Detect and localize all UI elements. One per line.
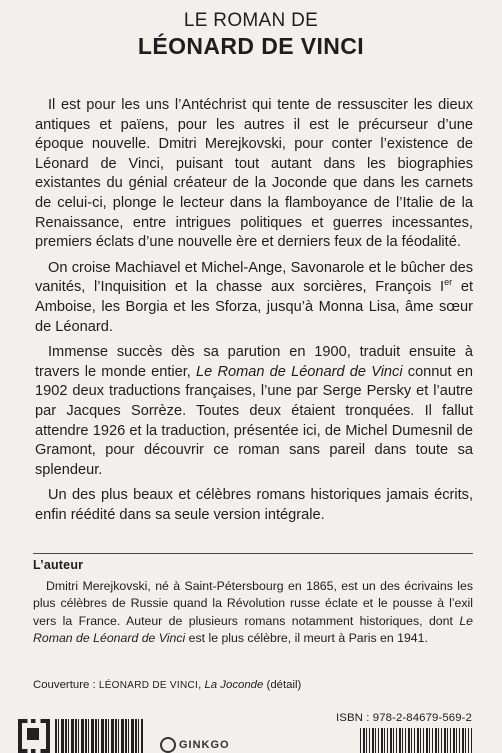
book-title: LÉONARD DE VINCI — [137, 33, 365, 59]
qr-code-dot — [27, 728, 39, 740]
author-bio-text-b: est le plus célèbre, il meurt à Paris en 1941. — [185, 631, 428, 646]
publisher-logo — [160, 737, 230, 753]
author-heading: L’auteur — [33, 558, 84, 572]
isbn-barcode-icon — [360, 728, 472, 753]
blurb-p3-text-b: connut en 1902 deux traductions françaises, l’une par Serge Persky et l’autre par Jacques Sorrèze. Toutes deux étaient tronquées. Il fallut attendre 1926 et la traduction, présentée ici, de Michel Dumesnil de Gramont, pour découvrir ce roman sans pareil dans toute sa splendeur. — [35, 363, 473, 478]
cover-credit — [33, 679, 473, 691]
blurb-p3-text-a: Immense succès dès sa parution en 1900, traduit ensuite à travers le monde entier, — [35, 344, 473, 380]
author-bio-text-a: Dmitri Merejkovski, né à Saint-Pétersbourg en 1865, est un des écrivains les plus célèbres de Russie quand la Révolution russe éclate et le pousse à l’exil vers la France. Auteur de plusieurs romans notamment historiques, dont — [33, 579, 473, 628]
secondary-barcode-icon — [55, 719, 143, 753]
blurb-paragraph-1: Il est pour les uns l’Antéchrist qui tente de ressusciter les dieux antiques et païens, pour les autres il est le précurseur d’une époque nouvelle. Dmitri Merejkovski, pour conter l’existence de Léonard de Vinci, puisant tout autant dans les biographies existantes du génial créateur de la Joconde que dans les carnets de celui-ci, plonge le lecteur dans la flamboyance de l’Italie de la Renaissance, entre intrigues politiques et guerres incessantes, premiers éclats d’une nouvelle ère et derniers feux de la féodalité. — [35, 97, 473, 251]
cover-credit-prefix: Couverture : — [33, 679, 99, 691]
qr-code-icon — [18, 719, 50, 753]
isbn-label: ISBN : 978-2-84679-569-2 — [335, 712, 472, 724]
blurb — [35, 96, 473, 531]
author-bio-book-title: Le Roman de Léonard de Vinci — [33, 613, 473, 646]
publisher-name: GINKGO — [179, 738, 230, 751]
title-block — [0, 10, 502, 60]
blurb-paragraph-2 — [35, 259, 473, 337]
blurb-p2-text-b: et Amboise, les Borgia et les Sforza, jusqu’à Monna Lisa, âme sœur de Léonard. — [35, 279, 473, 335]
blurb-paragraph-3 — [35, 343, 473, 480]
title-line-1: LE ROMAN DE — [183, 10, 319, 31]
cover-credit-artist: LÉONARD DE VINCI — [98, 680, 199, 691]
cover-credit-suffix: (détail) — [263, 679, 302, 691]
publisher-leaf-icon — [160, 737, 176, 753]
author-bio-paragraph — [33, 578, 473, 648]
cover-credit-work: La Joconde — [204, 679, 264, 691]
blurb-paragraph-4: Un des plus beaux et célèbres romans historiques jamais écrits, enfin réédité dans sa seule version intégrale. — [35, 487, 473, 523]
blurb-p2-text-a: On croise Machiavel et Michel-Ange, Savonarole et le bûcher des vanités, l’Inquisition et la chasse aux sorcières, François I — [35, 259, 473, 296]
blurb-p2-superscript: er — [444, 277, 453, 288]
author-bio — [33, 578, 473, 648]
blurb-p3-book-title: Le Roman de Léonard de Vinci — [196, 363, 403, 380]
cover-credit-sep: , — [198, 679, 205, 691]
divider-rule — [33, 553, 473, 554]
